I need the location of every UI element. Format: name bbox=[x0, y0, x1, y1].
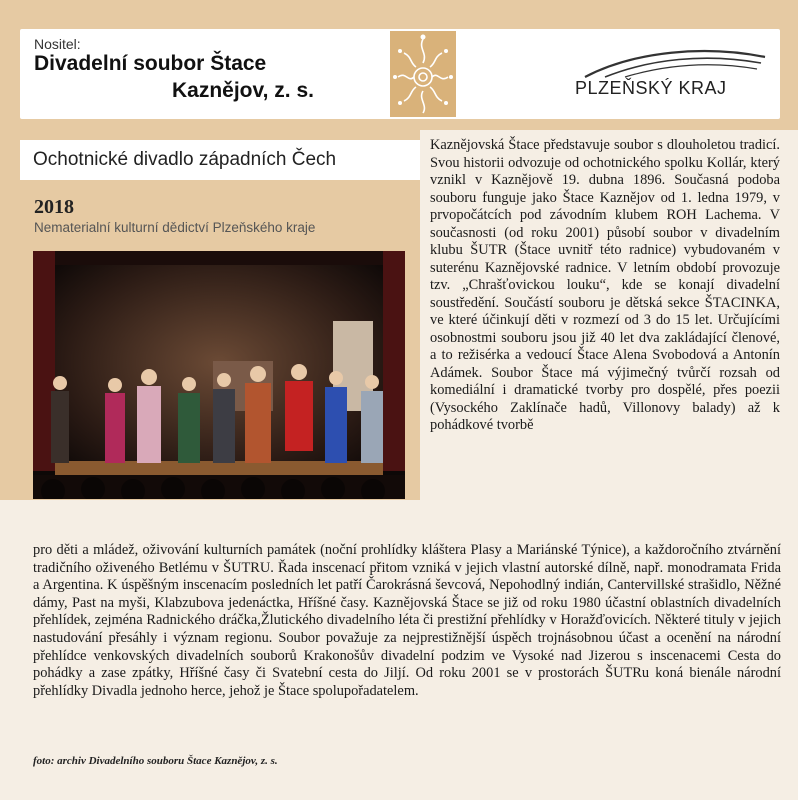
year-label: 2018 bbox=[34, 196, 74, 218]
history-text-column: Kaznějovská Štace představuje soubor s dlouholetou tradicí. Svou historii odvozuje od ochotnického spolku Kollár, který vznikl v Kaznějově 19. dubna 1896. Současná podoba souboru funguje jako Štace Kaznějov od 1. ledna 1979, v prvopočátcích pod závodním klubem ROH Lachema. V současnosti (od roku 2001) působí soubor v divadelním klubu ŠUTR (Štace uvnitř této radnice) vybudovaném v suterénu Kaznějovské radnice. V letním období provozuje tzv. „Chrašťovickou louku“, kde se konají divadelní soustředění. Součástí souboru je dětská sekce ŠTACINKA, ve které účinkují děti v rozmezí od 3 do 15 let. Určujícími osobnostmi souboru jsou již 40 let dva zakládající členové, a to režisérka a vedoucí Štace Alena Svobodová a Antonín Adámek. Soubor Štace má výjimečný tvůrčí rozsah od komediální i dramatické tvorby pro dospělé, přes poezii (Vysockého Zaklínače hadů, Villonovy balady) až k pohádkové tvorbě bbox=[430, 137, 780, 433]
org-name-line1: Divadelní soubor Štace bbox=[34, 52, 267, 75]
bearer-label: Nositel: bbox=[34, 36, 81, 52]
region-logo-text: PLZEŇSKÝ KRAJ bbox=[575, 78, 727, 98]
stage-photo-illustration bbox=[33, 251, 405, 499]
folk-ornament-icon bbox=[390, 31, 456, 117]
title-box bbox=[20, 140, 420, 180]
stage-photo bbox=[33, 251, 405, 499]
heritage-subtitle: Nematerialní kulturní dědictví Plzeňského kraje bbox=[34, 220, 316, 235]
photo-credit: foto: archiv Divadelního souboru Štace Kaznějov, z. s. bbox=[33, 755, 278, 767]
header-box bbox=[20, 29, 780, 119]
heritage-title: Ochotnické divadlo západních Čech bbox=[33, 149, 337, 170]
history-text-continued: pro děti a mládež, oživování kulturních památek (noční prohlídky kláštera Plasy a Mariánské Týnice), a každoročního ztvárnění tradičního oživeného Betlému v ŠUTRU. Řada inscenací přitom vzniká v jejich vlastní autorské dílně, např. monodramata Frida a Argentina. K úspěšným inscenacím posledních let patří Čarokrásná ševcová, Nepohodlný indián, Cantervillské strašidlo, Něžné dámy, Past na myši, Klabzubova jedenáctka, Hříšné časy. Kaznějovská Štace se již od roku 1980 účastní oblastních divadelních přehlídek, zejména Radnického dráčka,Žlutického divadelního léta či prestižní přehlídky v Horažďovicích. Některé tituly v jejich nastudování přesáhly i význam regionu. Soubor považuje za nejprestižnější úspěch trojnásobnou účast a ocenění na národní přehlídce venkovských divadelních souborů Krakonošův divadelní podzim ve Vysoké nad Jizerou s inscenacemi Cesta do pohádky a zase zpátky, Hříšné časy či Svatební cesta do Jiljí. Od roku 2001 se v prostorách ŠUTRu koná bienále národní přehlídky Divadla jednoho herce, jehož je Štace spolupořadatelem. bbox=[33, 542, 781, 699]
org-name-line2: Kaznějov, z. s. bbox=[172, 79, 314, 102]
